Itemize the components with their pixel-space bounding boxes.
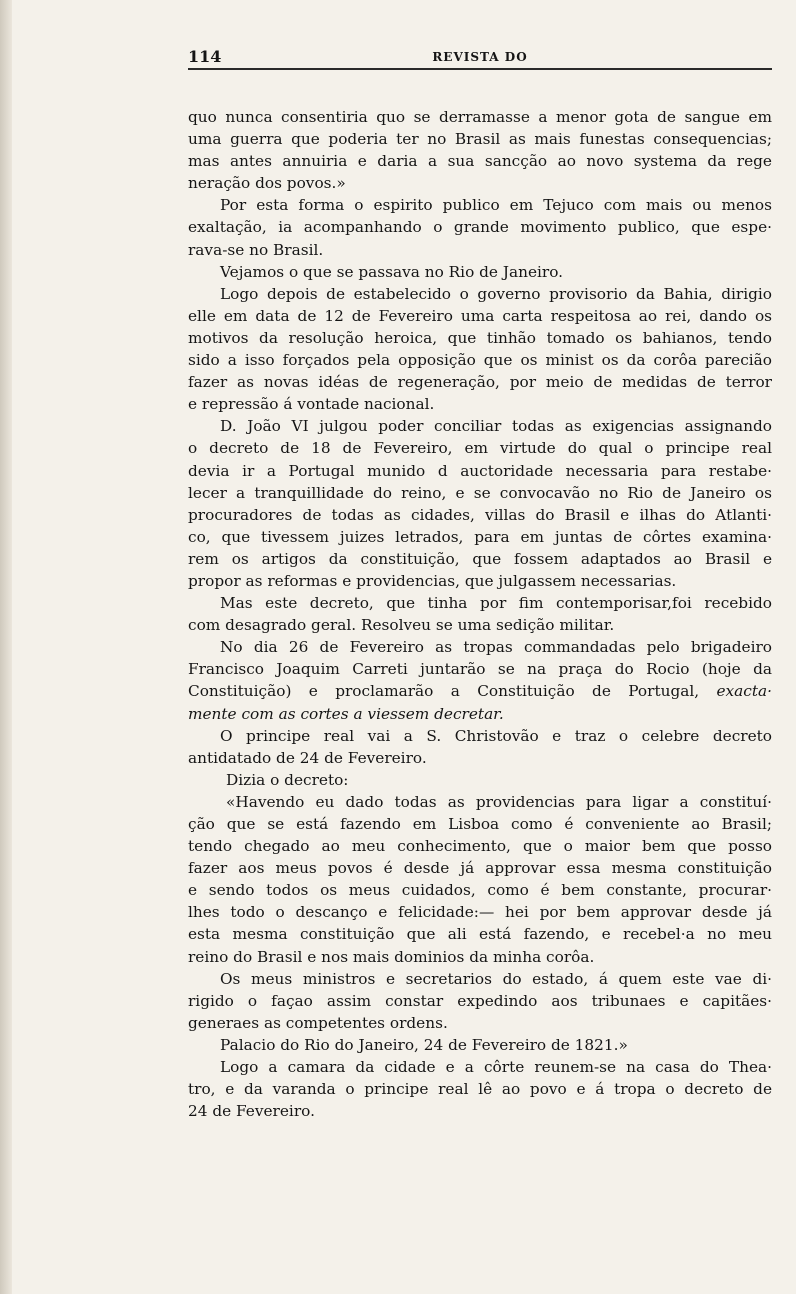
text-line: No dia 26 de Fevereiro as tropas commandadas pelo brigadeiro [220,638,772,657]
text-line [188,680,772,702]
text-line: Francisco Joaquim Carreti juntarão se na praça do Rocio (hoje da [188,660,772,679]
text-line: Logo depois de estabelecido o governo provisorio da Bahia, dirigio [220,284,772,303]
text-line: co, que tivessem juizes letrados, para em juntas de côrtes examina· [188,527,772,546]
text-line: uma guerra que poderia ter no Brasil as mais funestas consequencias; [188,130,772,149]
text-line: O principe real vai a S. Christovão e traz o celebre decreto [220,726,772,745]
text-line: Os meus ministros e secretarios do estado, á quem este vae di· [220,969,772,988]
text-line: procuradores de todas as cidades, villas do Brasil e ilhas do Atlanti· [188,505,772,524]
text-line: tendo chegado ao meu conhecimento, que o maior bem que posso [188,837,772,856]
text-line: lhes todo o descanço e felicidade:— hei por bem approvar desde já [188,903,772,922]
text-line: mas antes annuiria e daria a sua sancção ao novo systema da rege [188,152,772,171]
text-line: rava-se no Brasil. [188,240,324,259]
text-line: e sendo todos os meus cuidados, como é bem constante, procurar· [188,881,772,900]
text-line: 24 de Fevereiro. [188,1102,315,1121]
text-line: elle em data de 12 de Fevereiro uma carta respeitosa ao rei, dando os [188,306,772,325]
text-line: reino do Brasil e nos mais dominios da minha corôa. [188,947,595,966]
text-line: com desagrado geral. Resolveu se uma sedição militar. [188,616,615,635]
text-line: ção que se está fazendo em Lisboa como é conveniente ao Brasil; [188,815,772,833]
text-line: Por esta forma o espirito publico em Tejuco com mais ou menos [220,196,772,215]
text-line: Palacio do Rio do Janeiro, 24 de Fevereiro de 1821.» [220,1035,628,1054]
text-line: Logo a camara da cidade e a côrte reunem-se na casa do Thea· [220,1058,772,1077]
text-line: antidatado de 24 de Fevereiro. [188,748,427,767]
text-line: sido a isso forçados pela opposição que os minist os da corôa parecião [188,351,772,370]
text-line: rem os artigos da constituição, que fossem adaptados ao Brasil e [188,549,772,568]
text-line: tro, e da varanda o principe real lê ao povo e á tropa o decreto de [188,1080,772,1099]
body-text [188,106,772,1122]
text-segment: Constituição) e proclamarão a Constituição de Portugal, [188,682,700,701]
text-line: esta mesma constituição que ali está fazendo, e recebel·a no meu [188,925,772,944]
text-line: motivos da resolução heroica, que tinhão tomado os bahianos, tendo [188,328,772,347]
text-line: Mas este decreto, que tinha por fim contemporisar,foi recebido [220,594,772,613]
page-number: 114 [188,47,222,66]
text-line: fazer as novas idéas de regeneração, por meio de medidas de terror [188,373,772,392]
document-page [188,44,772,1122]
page-binding-edge [0,0,12,1294]
text-line: mente com as cortes a viessem decretar. [188,704,504,723]
text-line: Vejamos o que se passava no Rio de Janeiro. [220,262,564,281]
text-line: e repressão á vontade nacional. [188,395,435,414]
text-line: generaes as competentes ordens. [188,1013,448,1032]
text-line: D. João VI julgou poder conciliar todas as exigencias assignando [220,417,772,436]
text-line: devia ir a Portugal munido d auctoridade necessaria para restabe· [188,461,772,480]
text-line: Dizia o decreto: [226,770,349,789]
text-line: exaltação, ia acompanhando o grande movimento publico, que espe· [188,218,772,237]
text-line: rigido o façao assim constar expedindo aos tribunaes e capitães· [188,991,772,1010]
text-line: neração dos povos.» [188,174,346,193]
italic-segment: exacta· [716,682,772,701]
running-title: REVISTA DO [432,50,528,64]
text-line: lecer a tranquillidade do reino, e se convocavão no Rio de Janeiro os [188,483,772,502]
text-line: o decreto de 18 de Fevereiro, em virtude do qual o principe real [188,439,772,458]
running-header [188,44,772,70]
text-line: «Havendo eu dado todas as providencias para ligar a constituí· [226,792,772,811]
text-line: propor as reformas e providencias, que julgassem necessarias. [188,571,677,590]
text-line: fazer aos meus povos é desde já approvar essa mesma constituição [188,859,772,878]
text-line: quo nunca consentiria quo se derramasse a menor gota de sangue em [188,108,772,126]
